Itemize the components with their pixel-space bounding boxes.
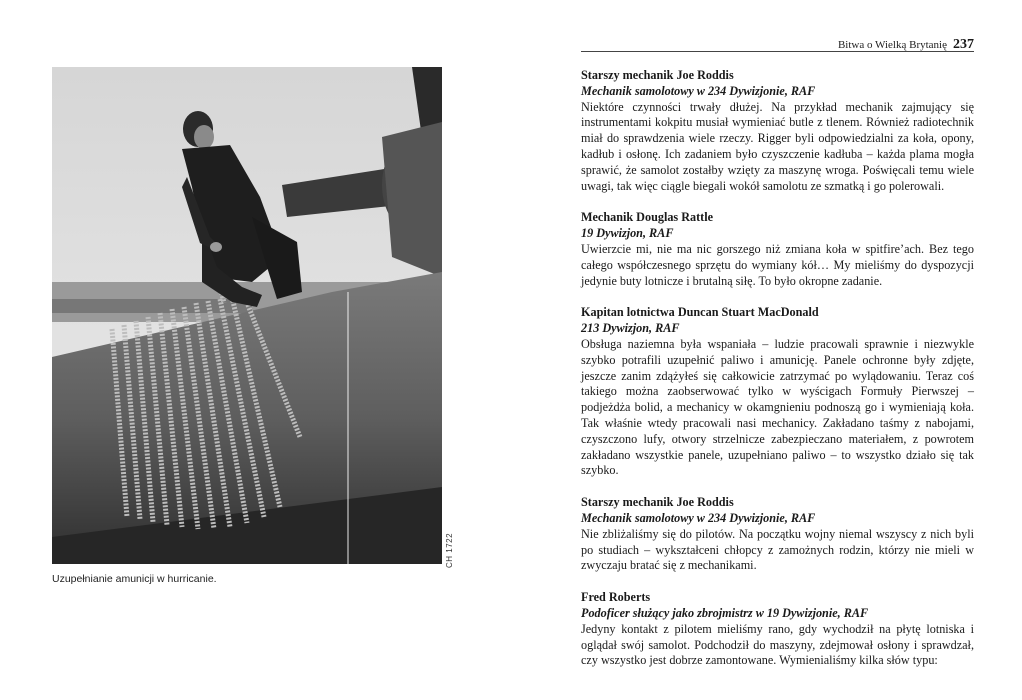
testimony-text: Jedyny kontakt z pilotem mieliśmy rano, gdy wychodził na płytę lotniska i oglądał swój samolot. Podchodził do maszyny, zdejmował osłony i sprawdzał, czy wszystko jest dobrze zamontowane. Wymienialiśmy kilka słów typu: xyxy=(581,621,974,668)
speaker-role: Podoficer służący jako zbrojmistrz w 19 Dywizjonie, RAF xyxy=(581,605,869,620)
testimony-text: Obsługa naziemna była wspaniała – ludzie pracowali sprawnie i niezwykle szybko potrafili uzupełnić paliwo i amunicję. Panele ochronne były zdjęte, jeszcze zanim zdążyłeś się całkowicie zatrzymać po wylądowaniu. Teraz coś takiego można zaobserwować tylko w wyścigach Formuły Pierwszej – podjeżdża bolid, a mechanicy w okamgnieniu podnoszą go i wymieniają koła. Tak właśnie wtedy pracowali nasi mechanicy. Zakładano taśmy z nabojami, czyszczono lufy, otwory strzelnicze zabezpieczano materiałem, z powrotem zakładano wszystkie panele, uzupełniano paliwo – to wszystko działo się tak szybko. xyxy=(581,336,974,478)
page-number: 237 xyxy=(953,37,974,52)
speaker-role: 213 Dywizjon, RAF xyxy=(581,321,680,336)
testimony-entry xyxy=(581,68,974,194)
speaker-name: Kapitan lotnictwa Duncan Stuart MacDonald xyxy=(581,305,819,320)
testimony-text: Uwierzcie mi, nie ma nic gorszego niż zmiana koła w spitfire’ach. Bez tego całego współczesnego sprzętu do wymiany kół… My mieliśmy do dyspozycji jedynie buty lotnicze i brutalną siłę. To było okropne zadanie. xyxy=(581,241,974,288)
photo-caption: Uzupełnianie amunicji w hurricanie. xyxy=(52,573,217,585)
speaker-role: 19 Dywizjon, RAF xyxy=(581,226,674,241)
testimony-entry xyxy=(581,495,974,574)
text-column xyxy=(581,68,974,685)
speaker-name: Starszy mechanik Joe Roddis xyxy=(581,495,734,510)
running-header xyxy=(581,33,974,52)
speaker-role: Mechanik samolotowy w 234 Dywizjonie, RAF xyxy=(581,510,816,525)
testimony-entry xyxy=(581,210,974,289)
speaker-name: Mechanik Douglas Rattle xyxy=(581,210,714,225)
speaker-name: Starszy mechanik Joe Roddis xyxy=(581,68,734,82)
testimony-text: Nie zbliżaliśmy się do pilotów. Na początku wojny niemal wszyscy z nich byli po studiach – wykształceni chłopcy z zamożnych rodzin, którzy nie mieli w zwyczaju bratać się z mechanikami. xyxy=(581,526,974,573)
speaker-role: Mechanik samolotowy w 234 Dywizjonie, RAF xyxy=(581,83,816,98)
speaker-name: Fred Roberts xyxy=(581,590,651,605)
testimony-text: Niektóre czynności trwały dłużej. Na przykład mechanik zajmujący się instrumentami kokpitu musiał wymieniać butle z tlenem. Również radiotechnik miał do sprawdzenia wiele rzeczy. Rigger byli odpowiedzialni za koła, opony, kadłub i osłonę. Ich zadaniem było czyszczenie kadłuba – każda plama mogła sprawić, że samolot zostałby wzięty za maszynę wroga. Poświęcali temu wiele uwagi, tak więc ciągle biegali wokół samolotu ze szmatką i go polerowali. xyxy=(581,99,974,193)
photo-ammunition-hurricane xyxy=(52,67,442,564)
photo-illustration xyxy=(52,67,442,564)
testimony-entry xyxy=(581,305,974,479)
testimony-entry xyxy=(581,590,974,669)
photo-credit: CH 1722 xyxy=(445,532,454,568)
running-title: Bitwa o Wielką Brytanię xyxy=(837,39,947,51)
